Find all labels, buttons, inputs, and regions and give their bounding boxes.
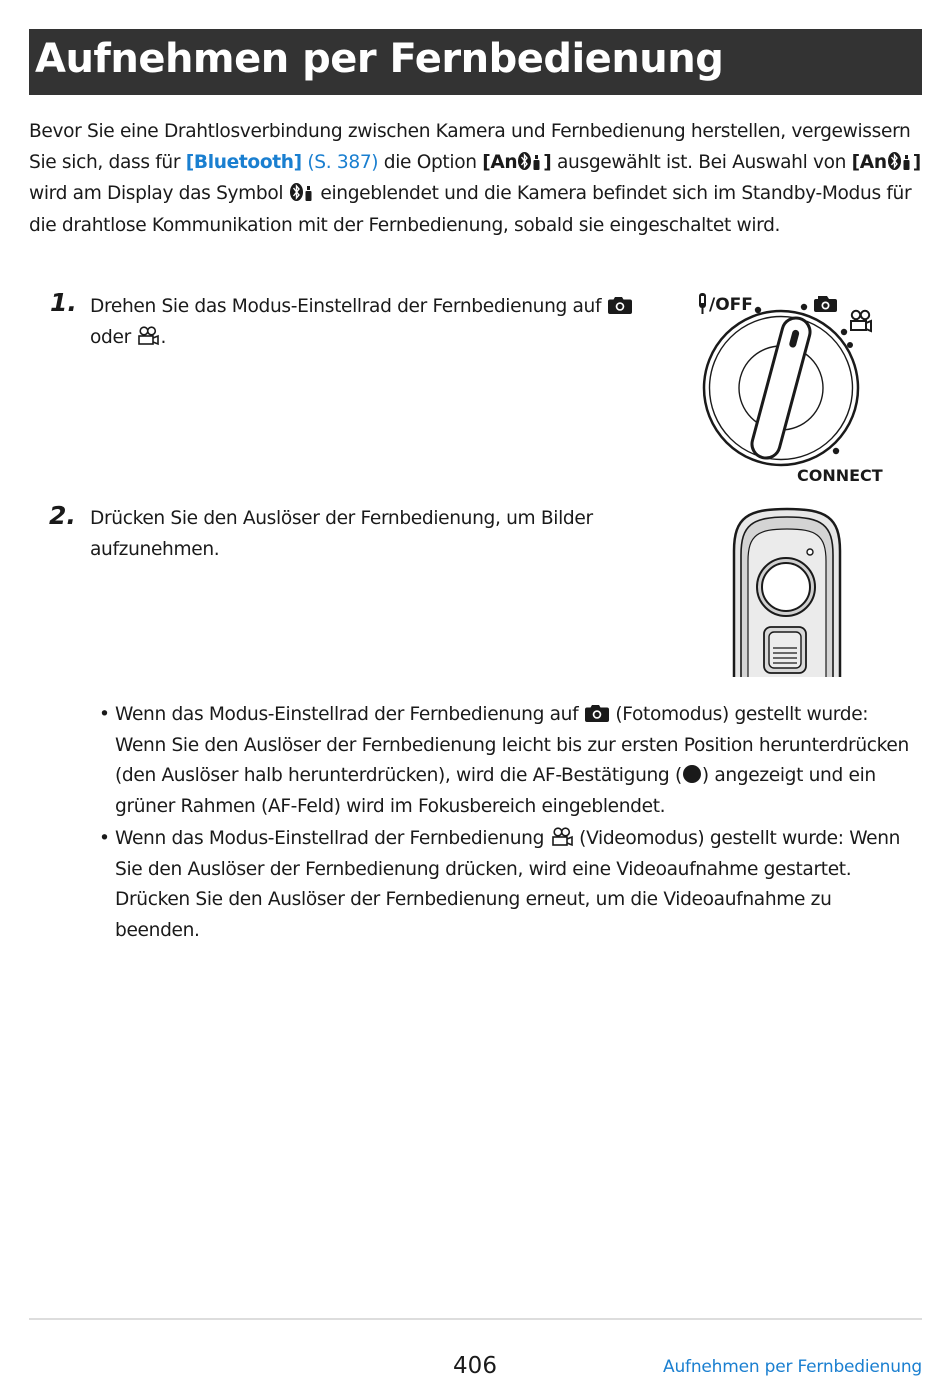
bluetooth-remote-icon — [887, 151, 913, 171]
bullet-text: (Videomodus) gestellt wurde: Wenn Sie den Auslöser der Fernbedienung drücken, wird eine Videoaufnahme gestartet. Drücken Sie den Auslöser der Fernbedienung erneut, um die Videoaufnahme zu beenden. — [115, 827, 901, 941]
remote-control-illustration — [728, 505, 846, 677]
intro-paragraph — [29, 116, 922, 241]
intro-text: wird am Display das Symbol — [29, 183, 289, 205]
page-title: Aufnehmen per Fernbedienung — [29, 29, 922, 95]
step-1-text — [90, 291, 650, 353]
video-camera-icon — [851, 311, 871, 331]
bluetooth-remote-icon — [517, 151, 543, 171]
dial-position-dot — [841, 329, 847, 335]
camera-icon — [607, 295, 633, 315]
microphone-icon — [699, 293, 706, 314]
bullet-text: ) angezeigt und ein grüner Rahmen (AF-Feld) wird im Fokusbereich eingeblendet. — [115, 765, 876, 818]
intro-text: Bevor Sie eine Drahtlosverbindung zwischen Kamera und Fernbedienung herstellen, vergewissern Sie sich, dass für — [29, 121, 911, 174]
list-item: • Wenn das Modus-Einstellrad der Fernbedienung (Videomodus) gestellt wurde: Wenn Sie den Auslöser der Fernbedienung drücken, wird eine Videoaufnahme gestartet. Drücken Sie den Auslöser der Fernbedienung erneut, um die Videoaufnahme zu beenden. — [99, 827, 901, 941]
af-confirmation-icon — [682, 764, 702, 784]
notes-list — [99, 700, 921, 948]
dial-position-dot — [801, 304, 807, 310]
mode-switch — [764, 627, 806, 673]
off-label: /OFF — [709, 295, 753, 315]
option-label: ] — [912, 152, 921, 174]
bullet-text: Wenn das Modus-Einstellrad der Fernbedienung — [115, 827, 550, 849]
dial-position-dot — [755, 307, 761, 313]
status-led — [807, 549, 813, 555]
bullet-text: (Fotomodus) gestellt wurde: Wenn Sie den Auslöser der Fernbedienung leicht bis zur ersten Position herunterdrücken (den Auslöser halb herunterdrücken), wird die AF-Bestätigung ( — [115, 704, 909, 787]
list-item: • Wenn das Modus-Einstellrad der Fernbedienung auf (Fotomodus) gestellt wurde: Wenn Sie den Auslöser der Fernbedienung leicht bis zur ersten Position herunterdrücken (den Auslöser halb herunterdrücken), wird die AF-Bestätigung ( ) angezeigt und ein grüner Rahmen (AF-Feld) wird im Fokusbereich eingeblendet. — [99, 704, 909, 818]
bullet-text: Wenn das Modus-Einstellrad der Fernbedienung auf — [115, 704, 584, 725]
camera-icon — [584, 703, 610, 723]
footer-divider — [29, 1318, 922, 1320]
bluetooth-link[interactable]: [Bluetooth] — [185, 152, 302, 174]
step-2-text: Drücken Sie den Auslöser der Fernbedienung, um Bilder aufzunehmen. — [90, 508, 593, 560]
page-number: 406 — [453, 1353, 497, 1379]
video-camera-icon — [550, 827, 574, 847]
dial-position-dot — [847, 342, 853, 348]
intro-text: eingeblendet und die Kamera befindet sich im Standby-Modus für die drahtlose Kommunikation mit der Fernbedienung, sobald sie eingeschaltet wird. — [29, 183, 912, 236]
step-text: oder — [90, 327, 137, 348]
video-camera-icon — [136, 326, 160, 346]
bluetooth-remote-icon — [289, 182, 315, 202]
intro-text: ausgewählt ist. Bei Auswahl von — [551, 152, 852, 174]
connect-label: CONNECT — [797, 466, 883, 485]
dial-position-dot — [833, 448, 839, 454]
intro-text: die Option — [378, 152, 483, 174]
option-label: [An — [482, 152, 518, 174]
option-label: [An — [851, 152, 887, 174]
option-label: ] — [543, 152, 552, 174]
shutter-button — [757, 558, 815, 616]
mode-dial-illustration — [690, 288, 890, 488]
section-link[interactable]: Aufnehmen per Fernbedienung — [663, 1357, 922, 1377]
step-number: 2. — [49, 501, 76, 530]
step-text: . — [160, 327, 166, 348]
page-reference-link[interactable]: (S. 387) — [307, 152, 379, 174]
camera-icon — [814, 296, 837, 312]
step-text: Drehen Sie das Modus-Einstellrad der Fernbedienung auf — [90, 296, 607, 317]
step-number: 1. — [50, 288, 77, 317]
